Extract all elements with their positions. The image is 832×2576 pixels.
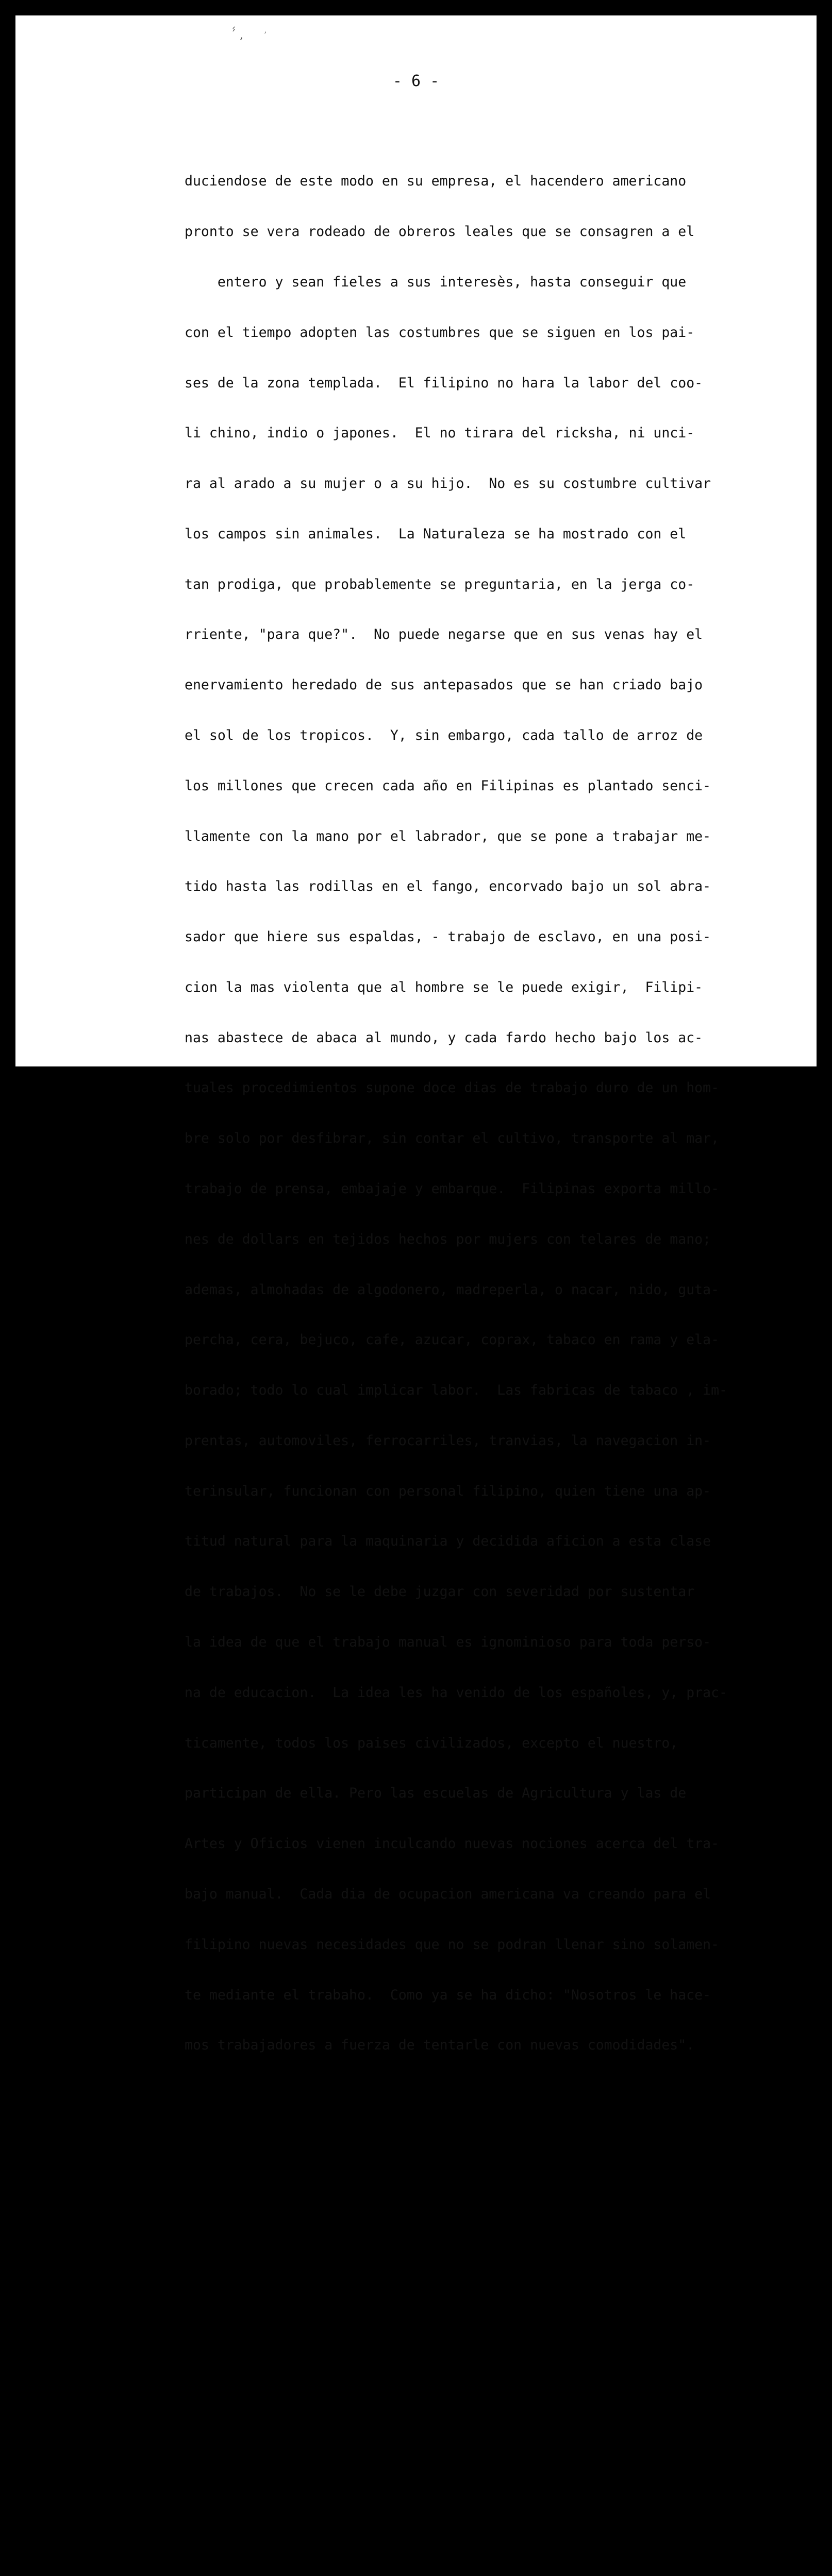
text-line: sea que os de un jergon y un sitio entre su familia sobre el sue- (185, 2497, 720, 2514)
text-line: culto, que no reciba con el alma al extranjero que entra en su (185, 2346, 695, 2363)
text-line: el sol de los tropicos. Y, sin embargo, cada tallo de arroz de (185, 727, 703, 743)
text-line: los campos sin animales. La Naturaleza se ha mostrado con el (185, 526, 687, 542)
text-line: llamente con la mano por el labrador, que se pone a trabajar me- (185, 828, 711, 844)
text-line: casa. Su hospitalidad es tradicional. Sea que os brinde una (185, 2397, 687, 2413)
text-line: ticamente, todos los paises civilizados, excepto el nuestro, (185, 1735, 678, 1751)
text-line: te mediante el trabaho. Como ya se ha dicho: "Nosotros le hace- (185, 1987, 711, 2003)
text-line: participan de ella. Pero las escuelas de Agricultura y las de (185, 1785, 687, 1802)
text-line: de trabajos. No se le debe juzgar con severidad por sustentar (185, 1584, 695, 1600)
text-line: nas abastece de abaca al mundo, y cada fardo hecho bajo los ac- (185, 1029, 703, 1046)
stray-ink-mark-right: ’ (264, 30, 267, 40)
text-line: mejor voluntad os da lo mejor que tiene, sacrificando en ello, (185, 2548, 695, 2564)
document-page (15, 15, 817, 2564)
text-line: pronto se vera rodeado de obreros leales que se consagren a el (185, 224, 695, 240)
text-line: na de educacion. La idea les ha venido de los españoles, y, prac- (185, 1684, 727, 1701)
text-line: los millones que crecen cada año en Filipinas es plantado senci- (185, 777, 711, 794)
text-line: con el tiempo adopten las costumbres que se siguen en los pai- (185, 324, 695, 341)
text-line: entero y sean fieles a sus interesès, hasta conseguir que (185, 274, 687, 290)
text-line: borado; todo lo cual implicar labor. Las fabricas de tabaco , im- (185, 1382, 727, 1399)
text-line: percha, cera, bejuco, cafe, azucar, coprax, tabaco en rama y ela- (185, 1332, 720, 1348)
text-line: bajo manual. Cada dia de ocupacion americana va creando para el (185, 1886, 711, 1902)
text-line: filipino nuevas necesidades que no se podran llenar sino solamen- (185, 1936, 720, 1953)
text-line: rriente, "para que?". No puede negarse que en sus venas hay el (185, 626, 703, 643)
text-line: tan prodiga, que probablemente se preguntaria, en la jerga co- (185, 576, 695, 592)
paragraph-1 (185, 140, 819, 2088)
text-line: enervamiento heredado de sus antepasados que se han criado bajo (185, 677, 703, 693)
stray-ink-mark: ́́ , (236, 29, 243, 42)
text-line: tuales procedimientos supone doce dias de trabajo duro de un hom- (185, 1080, 720, 1096)
text-line: mos trabajadores a fuerza de tentarle con nuevas comodidades". (185, 2037, 695, 2054)
text-line: terinsular, funcionan con personal filipino, quien tiene una ap- (185, 1483, 711, 1499)
text-line: ra al arado a su mujer o a su hijo. No es su costumbre cultivar (185, 476, 711, 492)
text-line: prentas, automoviles, ferrocarriles, tranvias, la navegacion in- (185, 1432, 711, 1449)
text-line: cama artisticamente tallada en una vetusta y señorial mansion, (185, 2447, 695, 2463)
text-line: li chino, indio o japones. El no tirara del ricksha, ni unci- (185, 425, 695, 442)
text-line: nes de dollars en tejidos hechos por mujers con telares de mano; (185, 1231, 711, 1247)
text-line: cion la mas violenta que al hombre se le puede exigir, Filipi- (185, 979, 703, 995)
text-line: trabajo de prensa, embajaje y embarque. Filipinas exporta millo- (185, 1181, 720, 1197)
text-line: bre solo por desfibrar, sin contar el cultivo, transporte al mar, (185, 1130, 720, 1147)
text-line: titud natural para la maquinaria y decidida aficion a esta clase (185, 1533, 711, 1550)
body-text (185, 106, 819, 2576)
paragraph-spacer (185, 2138, 819, 2162)
text-line: sa superioridad. No hay ninguno, pobre o rico, civilizado o in- (185, 2296, 711, 2312)
text-line: la idea de que el trabajo manual es ignominioso para toda perso- (185, 1634, 711, 1651)
text-line: Artes y Oficios vienen inculcando nuevas nociones acerca del tra- (185, 1836, 720, 1852)
text-line: tido hasta las rodillas en el fango, encorvado bajo un sol abra- (185, 878, 711, 895)
text-line: ademas, almohadas de algodonero, madreperla, o nacar, nido, guta- (185, 1281, 720, 1298)
text-line: duciendose de este modo en su empresa, el hacendero americano (185, 173, 687, 190)
page-number: - 6 - (392, 72, 440, 90)
paragraph-2 (185, 2212, 819, 2576)
text-line: sador que hiere sus espaldas, - trabajo de esclavo, en una posi- (185, 929, 711, 945)
text-line: ses de la zona templada. El filipino no hara la labor del coo- (185, 375, 703, 391)
text-line: Como anfirrion es cuando el filipino se muestra en su inmen- (185, 2245, 711, 2262)
